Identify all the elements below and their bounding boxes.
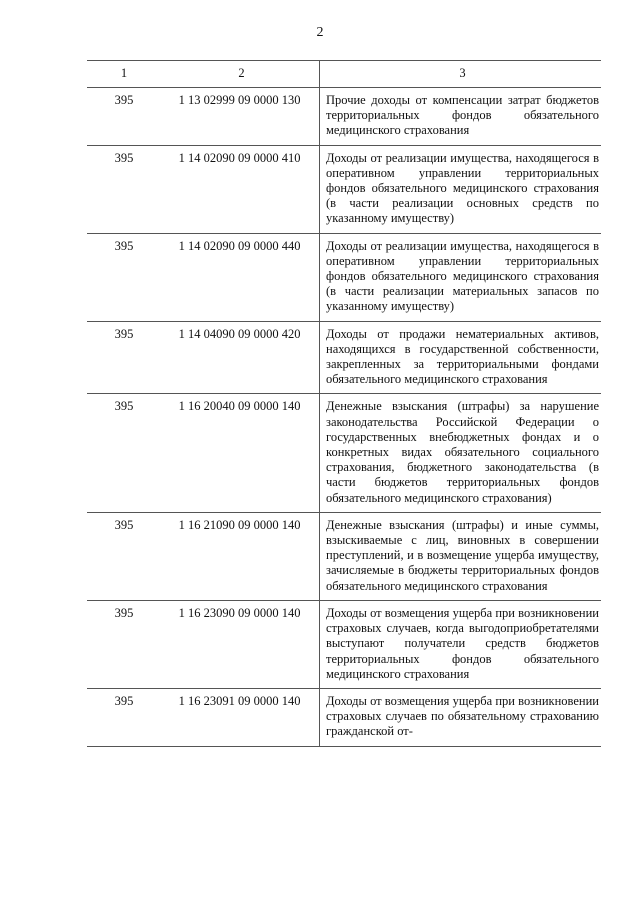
admin-code: 395 <box>114 238 134 253</box>
table-row <box>87 689 601 747</box>
admin-code: 395 <box>114 150 134 165</box>
budget-classification-code: 1 16 23091 09 0000 140 <box>164 689 320 746</box>
revenue-description: Доходы от реализации имущества, находящегося в оперативном управлении территориальных фондов обязательного медицинского страхования (в части реализации основных средств по указанному имуществу) <box>326 150 599 226</box>
admin-code: 395 <box>114 693 134 708</box>
table-row <box>87 234 601 322</box>
table-row <box>87 601 601 689</box>
budget-classification-code: 1 13 02999 09 0000 130 <box>164 88 320 145</box>
column-header-2: 2 <box>164 61 320 87</box>
admin-code: 395 <box>114 93 134 107</box>
revenue-description: Доходы от реализации имущества, находящегося в оперативном управлении территориальных фондов обязательного медицинского страхования (в части реализации материальных запасов по указанному имуществу) <box>326 238 599 314</box>
admin-code: 395 <box>114 605 134 620</box>
table-row <box>87 146 601 234</box>
budget-classification-code: 1 14 04090 09 0000 420 <box>164 322 320 394</box>
admin-code: 395 <box>114 517 134 532</box>
budget-classification-code: 1 16 20040 09 0000 140 <box>164 394 320 511</box>
table-row <box>87 394 601 512</box>
revenue-description: Денежные взыскания (штрафы) за нарушение законодательства Российской Федерации о государственных внебюджетных фондах и о конкретных видах обязательного социального страхования, бюджетного законодательства (в части бюджетов территориальных фондов обязательного медицинского страхования) <box>326 399 599 505</box>
budget-classification-code: 1 16 23090 09 0000 140 <box>164 601 320 688</box>
table-row <box>87 513 601 601</box>
table-header-row <box>87 60 601 88</box>
budget-classification-code: 1 14 02090 09 0000 440 <box>164 234 320 321</box>
column-header-3: 3 <box>459 66 466 80</box>
admin-code: 395 <box>114 399 134 414</box>
revenue-description: Доходы от продажи нематериальных активов, находящихся в государственной собственности, закрепленных за территориальными фондами обязательного медицинского страхования <box>326 326 599 387</box>
revenue-codes-table <box>87 60 601 747</box>
page-number: 2 <box>316 25 324 40</box>
revenue-description: Доходы от возмещения ущерба при возникновении страховых случаев, когда выгодоприобретателями выступают получатели средств бюджетов территориальных фондов обязательного медицинского страхования <box>326 605 599 681</box>
revenue-description: Прочие доходы от компенсации затрат бюджетов территориальных фондов обязательного медицинского страхования <box>326 93 599 138</box>
table-row <box>87 322 601 395</box>
revenue-description: Денежные взыскания (штрафы) и иные суммы, взыскиваемые с лиц, виновных в совершении преступлений, и в возмещение ущерба имуществу, зачисляемые в бюджеты территориальных фондов обязательного медицинского страхования <box>326 517 599 593</box>
column-header-1: 1 <box>120 66 128 80</box>
revenue-description: Доходы от возмещения ущерба при возникновении страховых случаев по обязательному страхованию гражданской от- <box>326 693 599 739</box>
budget-classification-code: 1 14 02090 09 0000 410 <box>164 146 320 233</box>
table-row <box>87 88 601 146</box>
admin-code: 395 <box>114 326 134 341</box>
budget-classification-code: 1 16 21090 09 0000 140 <box>164 513 320 600</box>
